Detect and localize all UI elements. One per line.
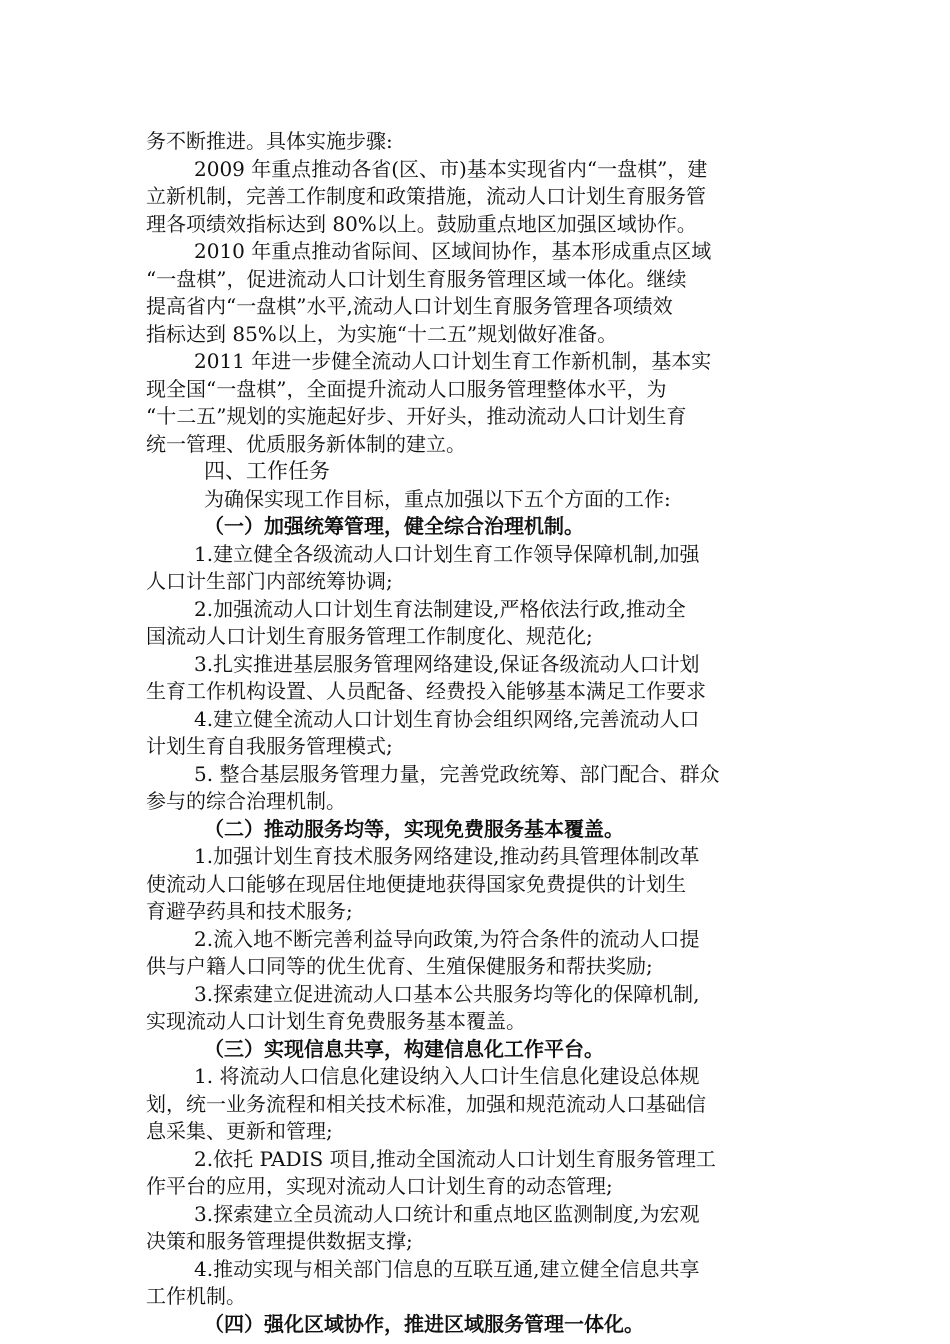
paragraph-line: 现全国“一盘棋”，全面提升流动人口服务管理整体水平，为 (146, 376, 667, 401)
paragraph-line: 为确保实现工作目标，重点加强以下五个方面的工作: (204, 486, 671, 511)
paragraph-line: 1.建立健全各级流动人口计划生育工作领导保障机制,加强 (194, 541, 700, 566)
paragraph-line: 供与户籍人口同等的优生优育、生殖保健服务和帮扶奖励; (146, 954, 653, 978)
paragraph-line: 1. 将流动人口信息化建设纳入人口计生信息化建设总体规 (194, 1064, 700, 1088)
paragraph-line: 2.流入地不断完善利益导向政策,为符合条件的流动人口提 (194, 926, 700, 951)
paragraph-line: 参与的综合治理机制。 (146, 789, 346, 813)
paragraph-line: 2.依托 PADIS 项目,推动全国流动人口计划生育服务管理工 (194, 1146, 716, 1171)
paragraph-line: 3.探索建立促进流动人口基本公共服务均等化的保障机制, (194, 981, 700, 1006)
paragraph-line: 4.推动实现与相关部门信息的互联互通,建立健全信息共享 (194, 1256, 700, 1281)
paragraph-line: 作平台的应用，实现对流动人口计划生育的动态管理; (146, 1174, 613, 1198)
paragraph-line: 3.扎实推进基层服务管理网络建设,保证各级流动人口计划 (194, 651, 700, 676)
paragraph-line: 工作机制。 (146, 1284, 246, 1308)
paragraph-line: 指标达到 85%以上，为实施“十二五”规划做好准备。 (146, 321, 618, 346)
paragraph-line: 划，统一业务流程和相关技术标准，加强和规范流动人口基础信 (146, 1091, 706, 1116)
paragraph-line: 务不断推进。具体实施步骤: (146, 129, 393, 153)
paragraph-line: 2.加强流动人口计划生育法制建设,严格依法行政,推动全 (194, 596, 686, 621)
paragraph-line: 3.探索建立全员流动人口统计和重点地区监测制度,为宏观 (194, 1201, 700, 1226)
paragraph-line: 5. 整合基层服务管理力量，完善党政统筹、部门配合、群众 (194, 761, 720, 786)
paragraph-line: “一盘棋”，促进流动人口计划生育服务管理区域一体化。继续 (146, 266, 687, 291)
paragraph-line: 2009 年重点推动各省(区、市)基本实现省内“一盘棋”，建 (194, 156, 708, 181)
paragraph-line: 提高省内“一盘棋”水平,流动人口计划生育服务管理各项绩效 (146, 294, 673, 318)
paragraph-line: 立新机制，完善工作制度和政策措施，流动人口计划生育服务管 (146, 184, 706, 208)
paragraph-line: 国流动人口计划生育服务管理工作制度化、规范化; (146, 624, 593, 648)
paragraph-line: 决策和服务管理提供数据支撑; (146, 1229, 413, 1253)
subsection-heading: （二）推动服务均等，实现免费服务基本覆盖。 (204, 816, 624, 841)
paragraph-line: 人口计生部门内部统筹协调; (146, 569, 393, 593)
paragraph-line: 使流动人口能够在现居住地便捷地获得国家免费提供的计划生 (146, 871, 686, 896)
paragraph-line: 2010 年重点推动省际间、区域间协作，基本形成重点区域 (194, 239, 712, 263)
section-heading: 四、工作任务 (204, 459, 330, 483)
paragraph-line: 1.加强计划生育技术服务网络建设,推动药具管理体制改革 (194, 844, 700, 868)
paragraph-line: “十二五”规划的实施起好步、开好头，推动流动人口计划生育 (146, 404, 687, 428)
subsection-heading: （三）实现信息共享，构建信息化工作平台。 (204, 1036, 604, 1061)
subsection-heading: （一）加强统筹管理，健全综合治理机制。 (204, 514, 584, 538)
paragraph-line: 生育工作机构设置、人员配备、经费投入能够基本满足工作要求 (146, 679, 706, 703)
paragraph-line: 理各项绩效指标达到 80%以上。鼓励重点地区加强区域协作。 (146, 211, 697, 236)
paragraph-line: 实现流动人口计划生育免费服务基本覆盖。 (146, 1009, 526, 1033)
paragraph-line: 2011 年进一步健全流动人口计划生育工作新机制，基本实 (194, 349, 712, 373)
paragraph-line: 育避孕药具和技术服务; (146, 899, 353, 923)
paragraph-line: 计划生育自我服务管理模式; (146, 734, 393, 758)
paragraph-line: 统一管理、优质服务新体制的建立。 (146, 431, 466, 456)
document-body (146, 128, 806, 1338)
paragraph-line: 息采集、更新和管理; (146, 1119, 333, 1143)
paragraph-line: 4.建立健全流动人口计划生育协会组织网络,完善流动人口 (194, 706, 700, 731)
subsection-heading: （四）强化区域协作，推进区域服务管理一体化。 (204, 1311, 644, 1336)
